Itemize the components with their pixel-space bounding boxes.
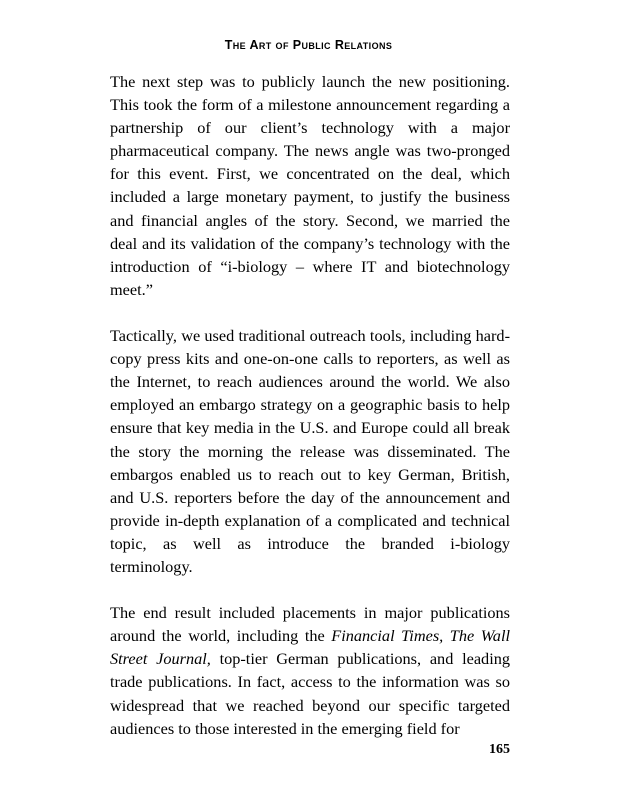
paragraph: The next step was to publicly launch the new positioning. This took the form of a milestone announcement regarding a partnership of our client’s technology with a major pharmaceutical company. The news angle was two-pronged for this event. First, we concentrated on the deal, which included a large monetary payment, to justify the business and financial angles of the story. Second, we married the deal and its validation of the company’s technology with the introduction of “i-biology – where IT and biotechnology meet.”: [110, 72, 510, 299]
paragraph: Tactically, we used traditional outreach tools, including hard-copy press kits and one-on-one calls to reporters, as well as the Internet, to reach audiences around the world. We also employed an embargo strategy on a geographic basis to help ensure that key media in the U.S. and Europe could all break the story the morning the release was disseminated. The embargos enabled us to reach out to key German, British, and U.S. reporters before the day of the announcement and provide in-depth explanation of a complicated and technical topic, as well as introduce the branded i-biology terminology.: [110, 326, 510, 576]
paragraph-tail-text: top-tier German publications, and leading trade publications. In fact, access to the information was so widespread that we reached beyond our specific targeted audiences to those interested in the emerging field for: [110, 649, 510, 738]
body-text: [110, 70, 510, 740]
page-number: 165: [489, 742, 510, 757]
publication-titles: Financial Times, The Wall Street Journal,: [110, 626, 510, 669]
running-header: The Art of Public Relations: [224, 38, 393, 52]
paragraph: [110, 601, 510, 740]
paragraph-lead-text: The end result included placements in major publications around the world, including the: [110, 603, 510, 646]
